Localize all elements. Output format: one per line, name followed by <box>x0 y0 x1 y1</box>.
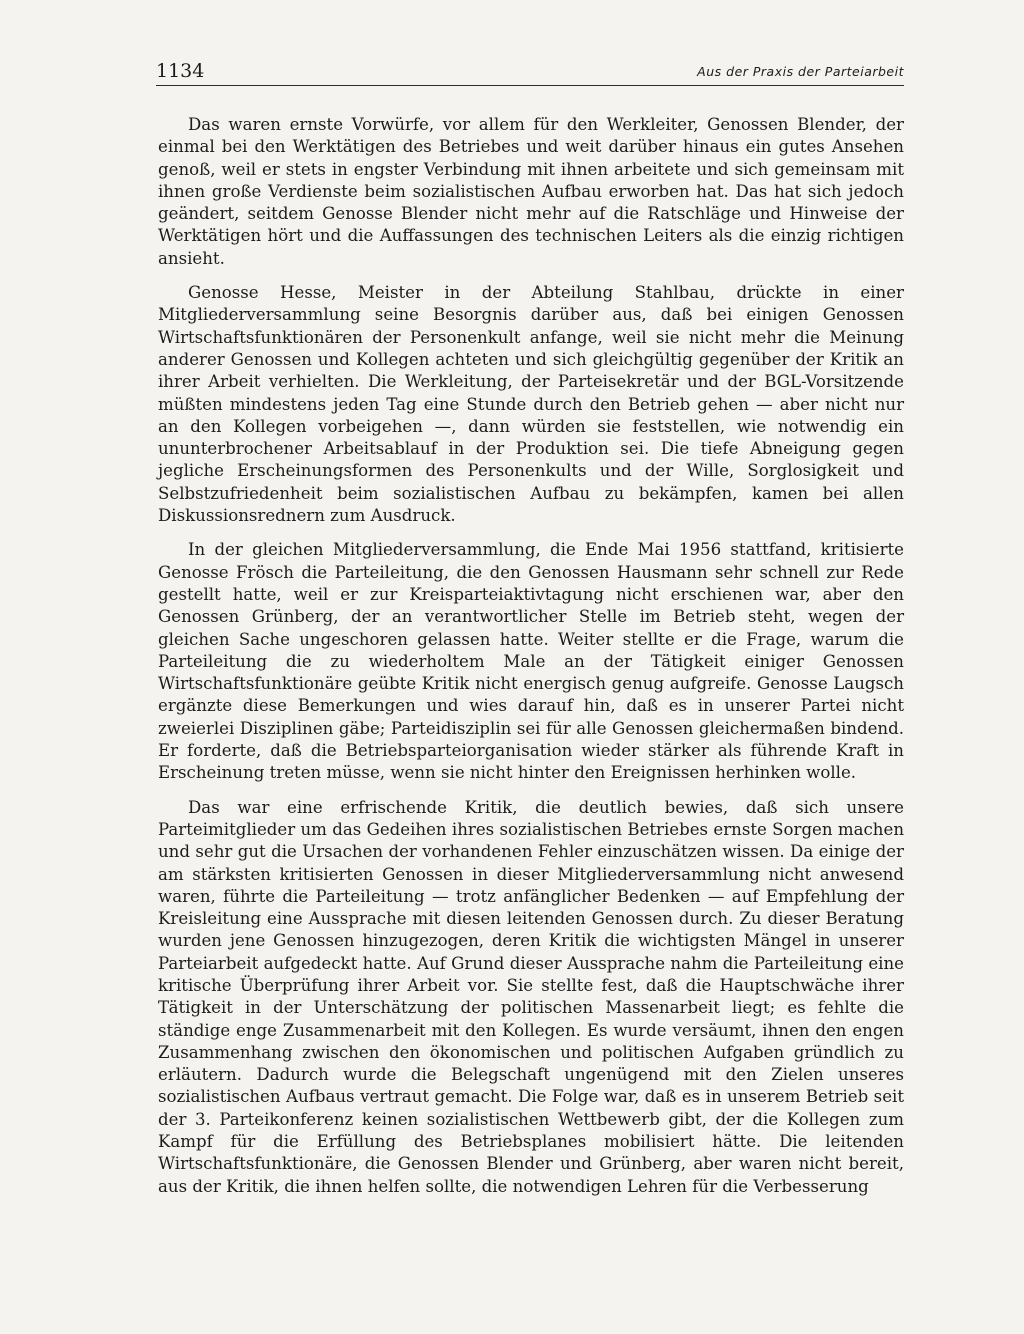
paragraph: Das war eine erfrischende Kritik, die deutlich bewies, daß sich unsere Parteimitglieder um das Gedeihen ihres sozialistischen Betriebes ernste Sorgen machen und sehr gut die Ursachen der vorhandenen Fehler einzuschätzen wissen. Da einige der am stärksten kritisierten Genossen in dieser Mitgliederversammlung nicht anwesend waren, führte die Parteileitung — trotz anfänglicher Bedenken — auf Empfehlung der Kreisleitung eine Aussprache mit diesen leitenden Genossen durch. Zu dieser Beratung wurden jene Genossen hinzugezogen, deren Kritik die wichtigsten Mängel in unserer Parteiarbeit aufgedeckt hatte. Auf Grund dieser Aussprache nahm die Parteileitung eine kritische Überprüfung ihrer Arbeit vor. Sie stellte fest, daß die Hauptschwäche ihrer Tätigkeit in der Unterschätzung der politischen Massenarbeit liegt; es fehlte die ständige enge Zusammenarbeit mit den Kollegen. Es wurde versäumt, ihnen den engen Zusammenhang zwischen den ökonomischen und politischen Aufgaben gründlich zu erläutern. Dadurch wurde die Belegschaft ungenügend mit den Zielen unseres sozialistischen Aufbaus vertraut gemacht. Die Folge war, daß es in unserem Betrieb seit der 3. Parteikonferenz keinen sozialistischen Wettbewerb gibt, der die Kollegen zum Kampf für die Erfüllung des Betriebsplanes mobilisiert hätte. Die leitenden Wirtschaftsfunktionäre, die Genossen Blender und Grünberg, aber waren nicht bereit, aus der Kritik, die ihnen helfen sollte, die notwendigen Lehren für die Verbesserung <box>158 797 904 1196</box>
paragraph: Das waren ernste Vorwürfe, vor allem für den Werkleiter, Genossen Blender, der einmal bei den Werktätigen des Betriebes und weit darüber hinaus ein gutes Ansehen genoß, weil er stets in engster Verbindung mit ihnen arbeitete und sich gemeinsam mit ihnen große Verdienste beim sozialistischen Aufbau erworben hat. Das hat sich jedoch geändert, seitdem Genosse Blender nicht mehr auf die Ratschläge und Hinweise der Werktätigen hört und die Auffassungen des technischen Leiters als die einzig richtigen ansieht. <box>158 115 904 268</box>
header-rule <box>156 85 904 86</box>
page-number: 1134 <box>156 60 205 82</box>
running-title: Aus der Praxis der Parteiarbeit <box>697 64 904 79</box>
page-header <box>156 60 904 88</box>
paragraph: In der gleichen Mitgliederversammlung, die Ende Mai 1956 stattfand, kritisierte Genosse Frösch die Parteileitung, die den Genossen Hausmann sehr schnell zur Rede gestellt hatte, weil er zur Kreisparteiaktivtagung nicht erschienen war, aber den Genossen Grünberg, der an verantwortlicher Stelle im Betrieb steht, wegen der gleichen Sache ungeschoren gelassen hatte. Weiter stellte er die Frage, warum die Parteileitung die zu wiederholtem Male an der Tätigkeit einiger Genossen Wirtschaftsfunktionäre geübte Kritik nicht energisch genug aufgreife. Genosse Laugsch ergänzte diese Bemerkungen und wies darauf hin, daß es in unserer Partei nicht zweierlei Disziplinen gäbe; Parteidisziplin sei für alle Genossen gleichermaßen bindend. Er forderte, daß die Betriebsparteiorganisation wieder stärker als führende Kraft in Erscheinung treten müsse, wenn sie nicht hinter den Ereignissen herhinken wolle. <box>158 540 904 783</box>
paragraph: Genosse Hesse, Meister in der Abteilung Stahlbau, drückte in einer Mitgliederversammlung seine Besorgnis darüber aus, daß bei einigen Genossen Wirtschaftsfunktionären der Personenkult anfange, weil sie nicht mehr die Meinung anderer Genossen und Kollegen achteten und sich gleichgültig gegenüber der Kritik an ihrer Arbeit verhielten. Die Werkleitung, der Parteisekretär und der BGL-Vorsitzende müßten mindestens jeden Tag eine Stunde durch den Betrieb gehen — aber nicht nur an den Kollegen vorbeigehen —, dann würden sie feststellen, wie notwendig ein ununterbrochener Arbeitsablauf in der Produktion sei. Die tiefe Abneigung gegen jegliche Erscheinungsformen des Personenkults und der Wille, Sorglosigkeit und Selbstzufriedenheit beim sozialistischen Aufbau zu bekämpfen, kamen bei allen Diskussionsrednern zum Ausdruck. <box>158 283 904 526</box>
article-body <box>158 114 904 1210</box>
